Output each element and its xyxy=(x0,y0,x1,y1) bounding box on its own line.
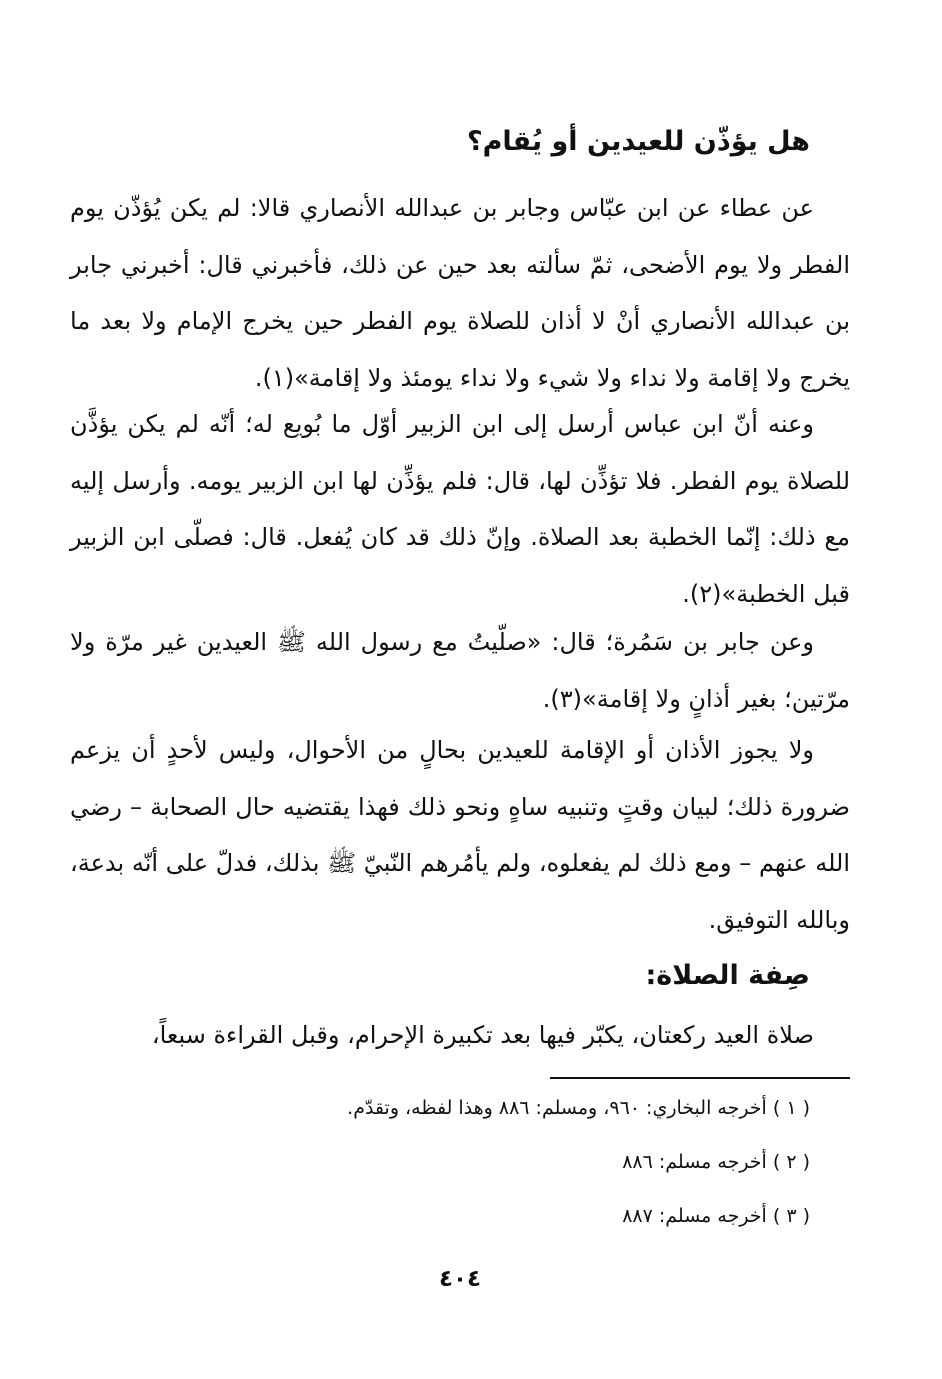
footnote-1: ( ١ ) أخرجه البخاري: ٩٦٠، ومسلم: ٨٨٦ وهذا لفظه، وتقدّم. xyxy=(347,1097,810,1119)
footnote-separator xyxy=(550,1077,850,1079)
footnote-2: ( ٢ ) أخرجه مسلم: ٨٨٦ xyxy=(622,1151,810,1173)
section-heading-sifa: صِفة الصلاة: xyxy=(645,960,810,991)
paragraph-ibn-abbas-hadith: وعنه أنّ ابن عباس أرسل إلى ابن الزبير أوّل ما بُويع له؛ أنّه لم يكن يؤذَّن للصلاة يوم الفطر. فلا تؤذِّن لها، قال: فلم يؤذِّن لها ابن الزبير يومه. وأرسل إليه مع ذلك: إنّما الخطبة بعد الصلاة. وإنّ ذلك قد كان يُفعل. قال: فصلّى ابن الزبير قبل الخطبة»(٢). xyxy=(70,410,850,608)
footnote-3: ( ٣ ) أخرجه مسلم: ٨٨٧ xyxy=(622,1205,810,1227)
page-number: ٤٠٤ xyxy=(438,1266,482,1292)
section-heading-adhan: هل يؤذّن للعيدين أو يُقام؟ xyxy=(466,126,810,157)
paragraph-sifa: صلاة العيد ركعتان، يكبّر فيها بعد تكبيرة الإحرام، وقبل القراءة سبعاً، xyxy=(151,1021,814,1049)
paragraph-jabir-hadith: وعن جابر بن سَمُرة؛ قال: «صلّيتُ مع رسول الله ﷺ العيدين غير مرّة ولا مرّتين؛ بغير أذانٍ ولا إقامة»(٣). xyxy=(70,628,850,713)
book-page xyxy=(70,0,850,1379)
paragraph-ruling: ولا يجوز الأذان أو الإقامة للعيدين بحالٍ من الأحوال، وليس لأحدٍ أن يزعم ضرورة ذلك؛ لبيان وقتٍ وتنبيه ساهٍ ونحو ذلك فهذا يقتضيه حال الصحابة – رضي الله عنهم – ومع ذلك لم يفعلوه، ولم يأمُرهم النّبيّ ﷺ بذلك، فدلّ على أنّه بدعة، وبالله التوفيق. xyxy=(70,736,850,934)
paragraph-ata-hadith: عن عطاء عن ابن عبّاس وجابر بن عبدالله الأنصاري قالا: لم يكن يُؤذّن يوم الفطر ولا يوم الأضحى، ثمّ سألته بعد حين عن ذلك، فأخبرني قال: أخبرني جابر بن عبدالله الأنصاري أنْ لا أذان للصلاة يوم الفطر حين يخرج الإمام ولا بعد ما يخرج ولا إقامة ولا نداء ولا شيء ولا نداء يومئذ ولا إقامة»(١). xyxy=(70,194,850,392)
